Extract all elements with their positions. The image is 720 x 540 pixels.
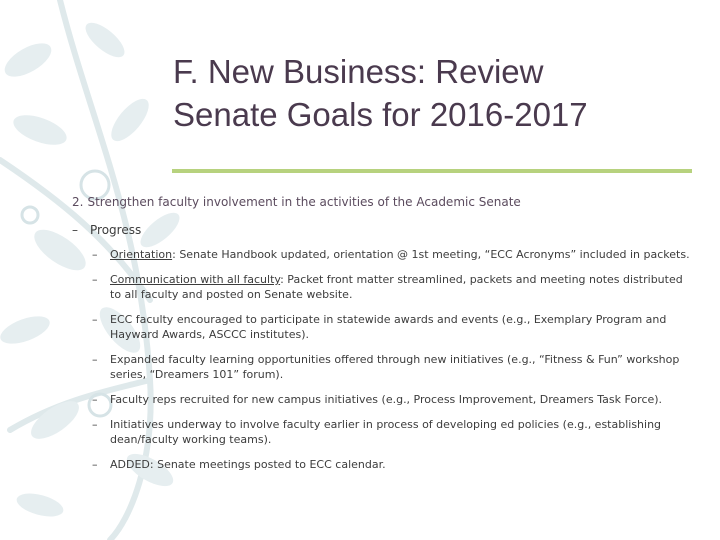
item-dash: – [92, 418, 98, 431]
item-dash: – [92, 353, 98, 366]
list-item [92, 272, 692, 302]
slide-title-line-1: F. New Business: Review [173, 53, 544, 90]
item-text: Initiatives underway to involve faculty earlier in process of developing ed policies (e.g., establishing dean/faculty working teams). [110, 418, 662, 446]
item-dash: – [92, 393, 98, 406]
item-sep: : [172, 248, 176, 261]
list-item [92, 417, 692, 447]
slide-content [72, 195, 692, 482]
list-item [92, 247, 692, 262]
list-item [92, 312, 692, 342]
title-divider [172, 169, 692, 173]
item-lead: Orientation [110, 248, 173, 261]
item-dash: – [92, 313, 98, 326]
progress-label: Progress [90, 223, 142, 237]
item-dash: – [92, 458, 98, 471]
item-lead: Communication with all faculty [110, 273, 281, 286]
item-sep: : [280, 273, 284, 286]
item-text: Faculty reps recruited for new campus initiatives (e.g., Process Improvement, Dreamers Task Force). [110, 393, 663, 406]
item-text: Senate Handbook updated, orientation @ 1st meeting, “ECC Acronyms” included in packets. [175, 248, 690, 261]
progress-list [72, 247, 692, 472]
goal-heading [72, 195, 692, 209]
list-item [92, 352, 692, 382]
goal-number: 2. [72, 195, 84, 209]
goal-text: Strengthen faculty involvement in the activities of the Academic Senate [87, 195, 521, 209]
item-text: Packet front matter streamlined, packets and meeting notes distributed to all faculty and posted on Senate website. [110, 273, 683, 301]
item-dash: – [92, 273, 98, 286]
list-item-added [92, 457, 692, 472]
list-item [92, 392, 692, 407]
progress-heading [72, 223, 692, 237]
item-text: ECC faculty encouraged to participate in statewide awards and events (e.g., Exemplary Program and Hayward Awards, ASCCC institutes). [110, 313, 667, 341]
slide-title [173, 50, 693, 136]
progress-dash: – [72, 223, 78, 237]
item-text: ADDED: Senate meetings posted to ECC calendar. [110, 458, 386, 471]
item-dash: – [92, 248, 98, 261]
item-text: Expanded faculty learning opportunities offered through new initiatives (e.g., “Fitness & Fun” workshop series, “Dreamers 101” forum). [110, 353, 680, 381]
slide-title-line-2: Senate Goals for 2016-2017 [173, 96, 588, 133]
